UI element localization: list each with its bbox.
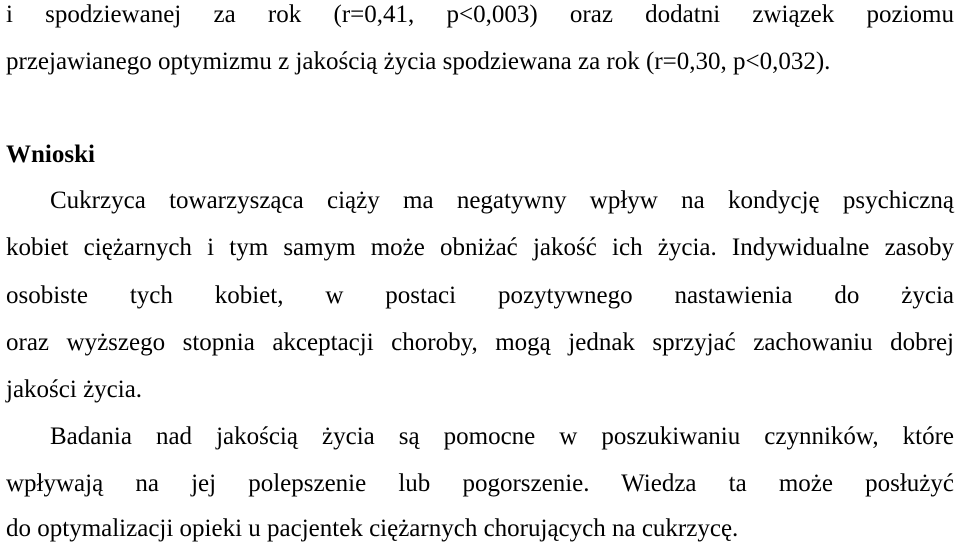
paragraph2-line-1: Badania nad jakością życia są pomocne w poszukiwaniu czynników, które	[50, 423, 954, 450]
paragraph1-line-5: jakości życia.	[6, 376, 143, 403]
section-heading: Wnioski	[6, 141, 95, 168]
paragraph1-line-2: kobiet ciężarnych i tym samym może obniżać jakość ich życia. Indywidualne zasoby	[6, 234, 954, 261]
paragraph1-line-1: Cukrzyca towarzysząca ciąży ma negatywny wpływ na kondycję psychiczną	[50, 187, 954, 214]
paragraph1-line-4: oraz wyższego stopnia akceptacji choroby, mogą jednak sprzyjać zachowaniu dobrej	[6, 329, 954, 356]
paragraph2-line-3: do optymalizacji opieki u pacjentek ciężarnych chorujących na cukrzycę.	[6, 515, 739, 542]
intro-line-2: przejawianego optymizmu z jakością życia spodziewana za rok (r=0,30, p<0,032).	[6, 48, 831, 75]
intro-line-1: i spodziewanej za rok (r=0,41, p<0,003) oraz dodatni związek poziomu	[6, 1, 954, 28]
paragraph1-line-3: osobiste tych kobiet, w postaci pozytywnego nastawienia do życia	[6, 282, 954, 309]
paragraph2-line-2: wpływają na jej polepszenie lub pogorszenie. Wiedza ta może posłużyć	[6, 470, 954, 497]
